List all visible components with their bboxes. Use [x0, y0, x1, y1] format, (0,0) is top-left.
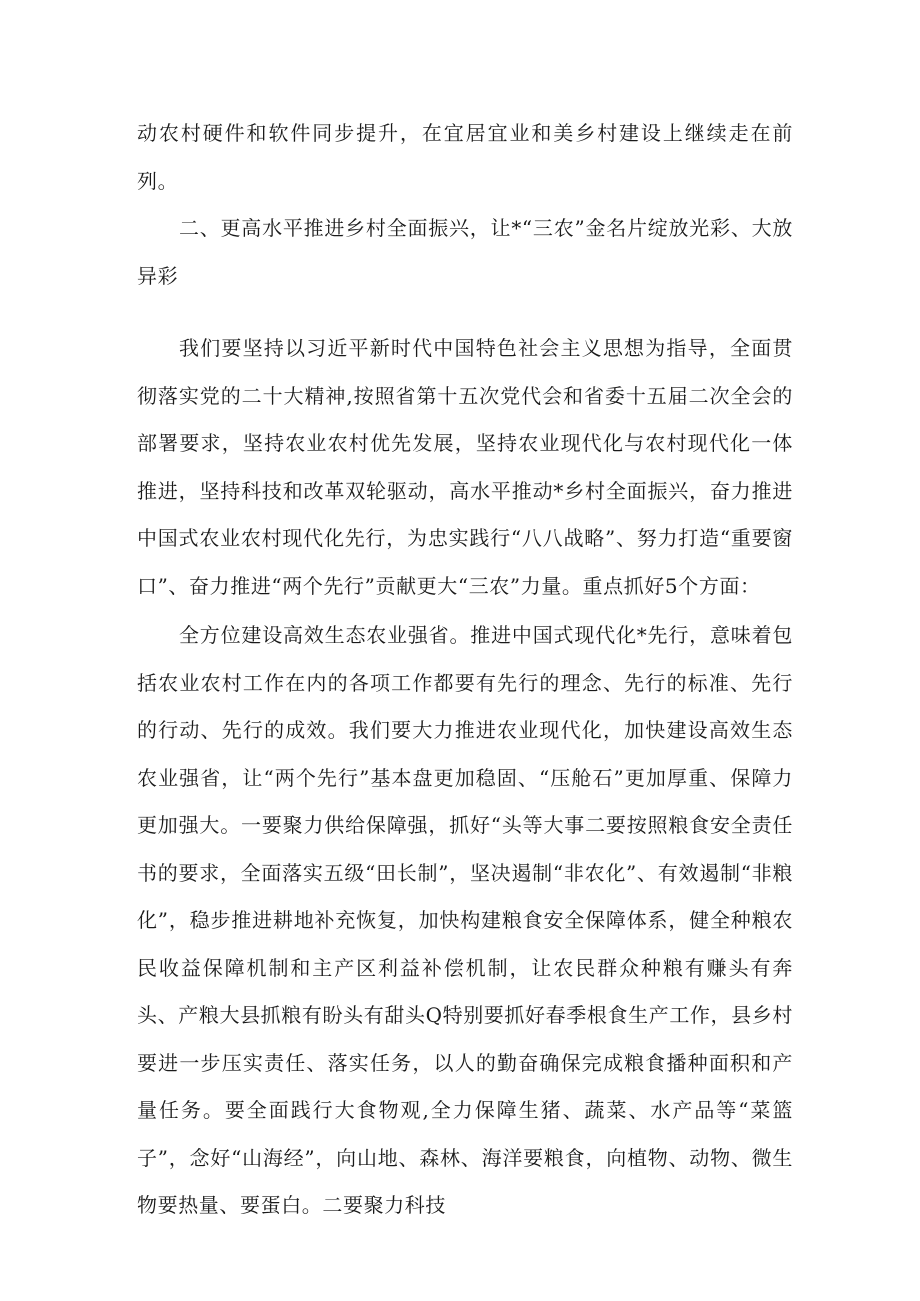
body-paragraph-1: 我们要坚持以习近平新时代中国特色社会主义思想为指导，全面贯彻落实党的二十大精神,按照省第十五次党代会和省委十五届二次全会的部署要求，坚持农业农村优先发展，坚持农业现代化与农村现代化一体推进，坚持科技和改革双轮驱动，高水平推动*乡村全面振兴，奋力推进中国式农业农村现代化先行，为忠实践行“八八战略”、努力打造“重要窗口”、奋力推进“两个先行”贡献更大“三农”力量。重点抓好5个方面： [137, 336, 793, 598]
continuation-paragraph: 动农村硬件和软件同步提升，在宜居宜业和美乡村建设上继续走在前列。 [137, 121, 793, 193]
body-paragraph-2: 全方位建设高效生态农业强省。推进中国式现代化*先行，意味着包括农业农村工作在内的各项工作都要有先行的理念、先行的标准、先行的行动、先行的成效。我们要大力推进农业现代化，加快建设高效生态农业强省，让“两个先行”基本盘更加稳固、“压舱石”更加厚重、保障力更加强大。一要聚力供给保障强，抓好“头等大事二要按照粮食安全责任书的要求，全面落实五级“田长制”，坚决遏制“非农化”、有效遏制“非粮化”，稳步推进耕地补充恢复，加快构建粮食安全保障体系，健全种粮农民收益保障机制和主产区利益补偿机制，让农民群众种粮有赚头有奔头、产粮大县抓粮有盼头有甜头Q特别要抓好春季根食生产工作，县乡村要进一步压实责任、落实任务，以人的勤奋确保完成粮食播种面积和产量任务。要全面践行大食物观,全力保障生猪、蔬菜、水产品等“菜篮子”，念好“山海经”，向山地、森林、海洋要粮食，向植物、动物、微生物要热量、要蛋白。二要聚力科技 [137, 623, 793, 1217]
section-heading: 二、更高水平推进乡村全面振兴，让*“三农”金名片绽放光彩、大放异彩 [137, 216, 793, 288]
